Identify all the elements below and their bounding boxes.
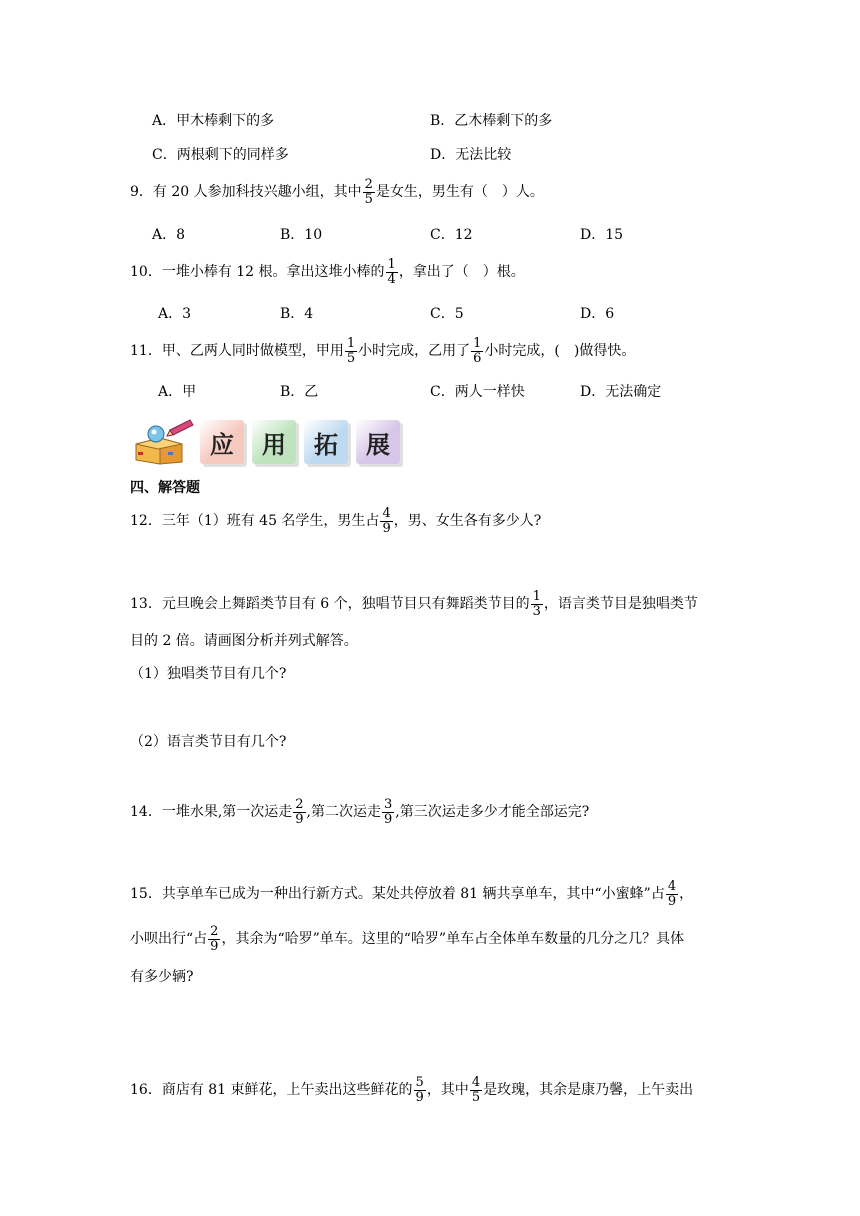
fraction: $\frac{1}{3}$ — [532, 589, 541, 619]
q10-option-a: A．3 — [158, 306, 192, 322]
q11-text-mid: 小时完成，乙用了 — [358, 343, 471, 360]
q9-text-post: 是女生，男生有（ ）人。 — [375, 184, 544, 201]
banner-tile-4: 展 — [356, 420, 400, 464]
q14-text-pre: 14．一堆水果,第一次运走 — [130, 804, 293, 821]
question-11 — [130, 337, 635, 365]
q13-text-pre: 13．元旦晚会上舞蹈类节目有 6 个，独唱节目只有舞蹈类节目的 — [130, 596, 530, 613]
fraction: $\frac{4}{5}$ — [471, 1075, 481, 1105]
section-banner — [130, 418, 410, 468]
q10-option-b: B．4 — [280, 306, 314, 322]
question-16 — [130, 1076, 693, 1104]
fraction: $\frac{3}{9}$ — [384, 797, 393, 827]
q10-option-c: C．5 — [430, 306, 464, 322]
q10-text-post: ，拿出了（ ）根。 — [398, 264, 525, 281]
q9-option-b: B．10 — [280, 227, 323, 243]
q15-text-post: ， — [679, 886, 694, 903]
q14-text-mid: ,第二次运走 — [306, 804, 381, 821]
banner-tile-2: 用 — [252, 420, 296, 464]
fraction: $\frac{1}{5}$ — [346, 336, 356, 366]
q14-text-post: ,第三次运走多少才能全部运完? — [395, 804, 590, 821]
q10-option-d: D．6 — [580, 306, 615, 322]
question-10 — [130, 258, 525, 286]
fraction: $\frac{5}{9}$ — [415, 1075, 424, 1105]
q11-option-a: A．甲 — [158, 384, 197, 400]
fraction: $\frac{4}{9}$ — [382, 506, 391, 536]
fraction: $\frac{2}{9}$ — [295, 797, 304, 827]
q12-text-pre: 12．三年（1）班有 45 名学生，男生占 — [130, 513, 380, 530]
q15-line2-post: ，其余为“哈罗”单车。这里的“哈罗”单车占全体单车数量的几分之几？具体 — [221, 931, 685, 948]
q9-option-c: C．12 — [430, 227, 473, 243]
banner-tile-3: 拓 — [304, 420, 348, 464]
q12-text-post: ，男、女生各有多少人? — [393, 513, 542, 530]
q15-line2-pre: 小呗出行“占 — [130, 931, 208, 948]
q11-option-d: D．无法确定 — [580, 384, 662, 400]
q15-line-3: 有多少辆? — [130, 969, 194, 985]
q9-option-a: A．8 — [152, 227, 186, 243]
q11-text-post: 小时完成，( )做得快。 — [484, 343, 636, 360]
fraction: $\frac{1}{4}$ — [387, 257, 396, 287]
q10-text-pre: 10．一堆小棒有 12 根。拿出这堆小棒的 — [130, 264, 385, 281]
q8-option-d: D．无法比较 — [430, 147, 512, 163]
question-15 — [130, 880, 693, 908]
banner-tile-1: 应 — [200, 420, 244, 464]
q8-option-c: C．两根剩下的同样多 — [152, 147, 289, 163]
q8-option-b: B．乙木棒剩下的多 — [430, 113, 553, 129]
fraction: $\frac{2}{9}$ — [210, 924, 219, 954]
q9-text-pre: 9．有 20 人参加科技兴趣小组，其中 — [130, 184, 362, 201]
fraction: $\frac{1}{6}$ — [473, 336, 482, 366]
q11-option-c: C．两人一样快 — [430, 384, 525, 400]
q13-line-2: 目的 2 倍。请画图分析并列式解答。 — [130, 633, 358, 649]
pencil-box-icon — [130, 418, 196, 468]
q15-text-pre: 15．共享单车已成为一种出行新方式。某处共停放着 81 辆共享单车，其中“小蜜蜂”占 — [130, 886, 665, 903]
question-12 — [130, 507, 541, 535]
q11-option-b: B．乙 — [280, 384, 319, 400]
q8-option-a: A．甲木棒剩下的多 — [152, 113, 275, 129]
q13-text-post: ，语言类节目是独唱类节 — [543, 596, 698, 613]
q16-text-mid: ，其中 — [426, 1082, 469, 1099]
q13-sub-1: （1）独唱类节目有几个? — [130, 666, 287, 682]
question-14 — [130, 798, 589, 826]
q15-line-2 — [130, 925, 684, 953]
question-13 — [130, 590, 698, 618]
section-title: 四、解答题 — [130, 480, 200, 496]
q16-text-post: 是玫瑰，其余是康乃馨，上午卖出 — [483, 1082, 694, 1099]
q9-option-d: D．15 — [580, 227, 624, 243]
q13-sub-2: （2）语言类节目有几个? — [130, 734, 287, 750]
q11-text-pre: 11．甲、乙两人同时做模型，甲用 — [130, 343, 344, 360]
question-9 — [130, 178, 544, 206]
q16-text-pre: 16．商店有 81 束鲜花，上午卖出这些鲜花的 — [130, 1082, 413, 1099]
fraction: $\frac{4}{9}$ — [667, 879, 677, 909]
fraction: $\frac{2}{5}$ — [364, 177, 373, 207]
